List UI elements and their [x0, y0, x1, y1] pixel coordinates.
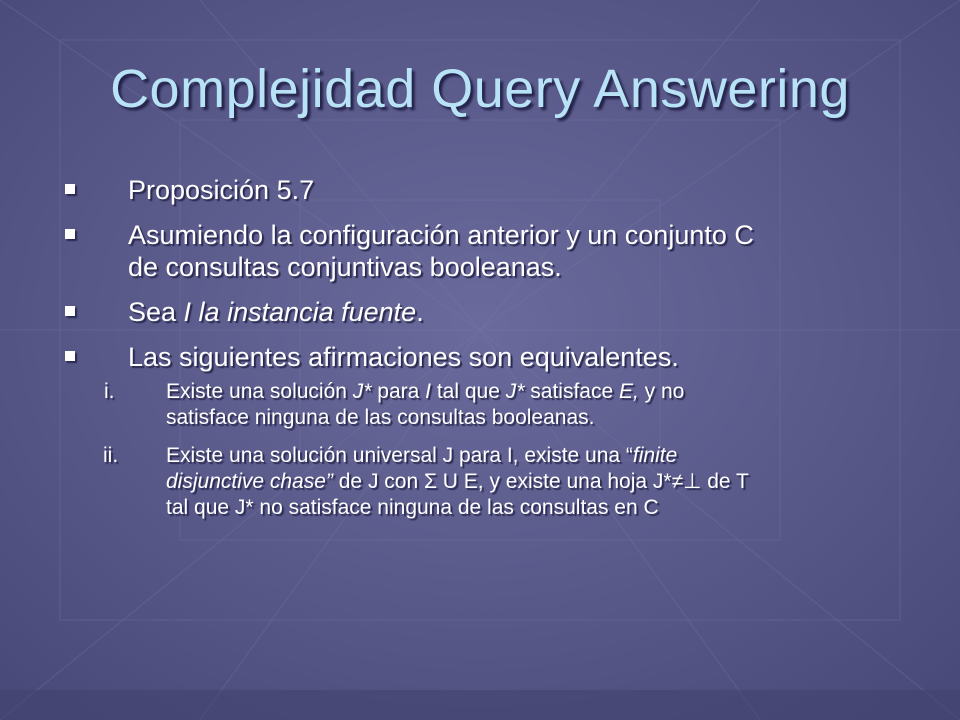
square-bullet-icon [65, 229, 75, 239]
subitem-number: i. [104, 380, 115, 403]
bullet-text-pre: Sea [128, 297, 184, 327]
subitem-text-italic: J* [352, 380, 372, 403]
subitem-text: Existe una solución universal J para I, existe una “ [166, 444, 633, 467]
subitem-text-italic: E, [618, 380, 639, 403]
subitem-text: satisface [524, 380, 619, 403]
bullet-text-post: . [416, 297, 424, 327]
subitem-text: Existe una solución [166, 380, 353, 403]
subitem-i [60, 379, 920, 431]
bullet-text: Proposición 5.7 [128, 175, 315, 205]
subitem-number: ii. [103, 444, 119, 467]
subitem-text: y no [638, 380, 685, 403]
subitem-text-italic: I [425, 380, 432, 403]
bullet-text-line1: Asumiendo la configuración anterior y un conjunto C [128, 220, 754, 250]
subitem-text: tal que [431, 380, 506, 403]
square-bullet-icon [65, 351, 75, 361]
bullet-equivalent [60, 341, 920, 373]
slide-content [60, 174, 920, 533]
subitem-text-line3: tal que J* no satisface ninguna de las consultas en C [166, 496, 659, 519]
subitem-text: de J con Σ U E, y existe una hoja J*≠⊥ de T [332, 470, 749, 493]
square-bullet-icon [65, 184, 75, 194]
bullet-text-italic: I la instancia fuente [183, 297, 417, 327]
bullet-source-instance [60, 296, 920, 328]
bullet-text: Las siguientes afirmaciones son equivalentes. [128, 342, 679, 372]
bullet-text-line2: de consultas conjuntivas booleanas. [128, 252, 562, 282]
bullet-assumption [60, 219, 920, 283]
subitem-text: para [371, 380, 426, 403]
subitem-text-italic: J* [505, 380, 525, 403]
subitem-text-line2: satisface ninguna de las consultas booleanas. [166, 406, 595, 429]
subitem-text-italic: disjunctive chase” [166, 470, 333, 493]
subitem-ii [60, 443, 920, 521]
subitem-text-italic: finite [632, 444, 678, 467]
bullet-proposition [60, 174, 920, 206]
square-bullet-icon [65, 306, 75, 316]
slide-title: Complejidad Query Answering [110, 59, 850, 119]
